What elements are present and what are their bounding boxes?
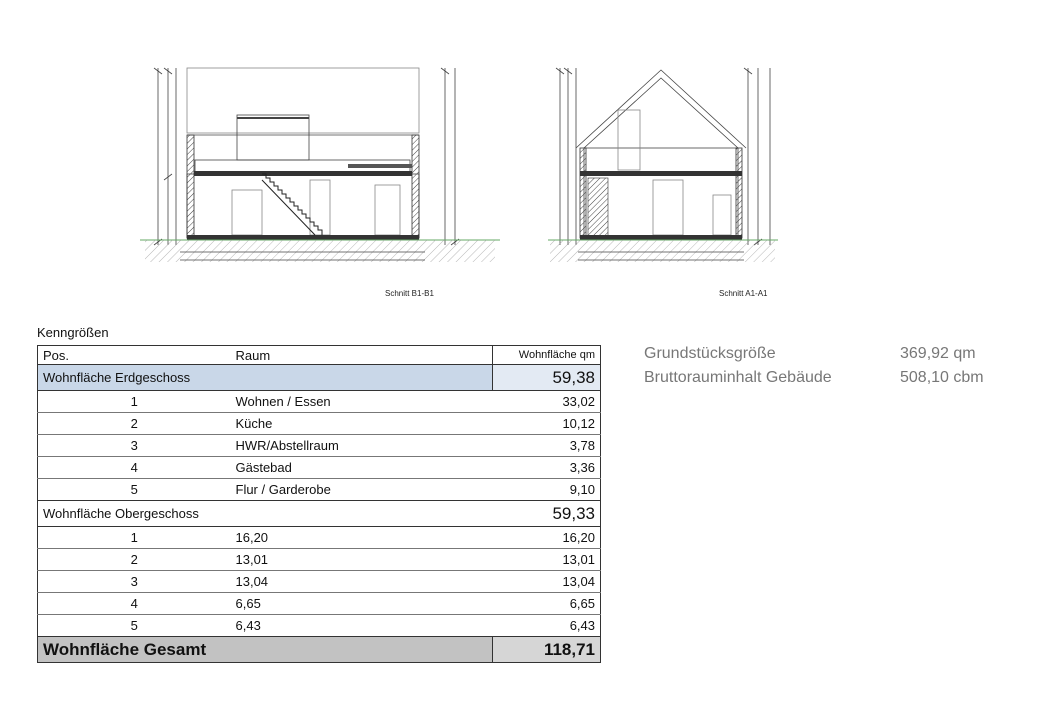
row-flaeche: 3,78 — [493, 435, 601, 457]
table-header-row — [38, 346, 601, 365]
erdgeschoss-label: Wohnfläche Erdgeschoss — [38, 365, 493, 391]
row-pos: 2 — [38, 413, 231, 435]
table-row — [38, 549, 601, 571]
row-raum: Küche — [231, 413, 493, 435]
row-flaeche: 13,01 — [493, 549, 601, 571]
row-raum: HWR/Abstellraum — [231, 435, 493, 457]
section-drawing-b1-b1 — [140, 60, 520, 275]
erdgeschoss-total: 59,38 — [493, 365, 601, 391]
gesamt-value: 118,71 — [493, 637, 601, 663]
section-row-erdgeschoss — [38, 365, 601, 391]
table-row — [38, 457, 601, 479]
kenngroessen-title: Kenngrößen — [37, 325, 109, 340]
table-row — [38, 527, 601, 549]
row-flaeche: 13,04 — [493, 571, 601, 593]
section-row-obergeschoss — [38, 501, 601, 527]
row-raum: 13,01 — [231, 549, 493, 571]
row-flaeche: 33,02 — [493, 391, 601, 413]
table-row — [38, 479, 601, 501]
row-raum: 6,65 — [231, 593, 493, 615]
row-raum: Wohnen / Essen — [231, 391, 493, 413]
total-row — [38, 637, 601, 663]
grundstuecksgroesse-label: Grundstücksgröße — [644, 345, 776, 362]
grundstuecksgroesse-value: 369,92 qm — [900, 345, 976, 362]
section-a1-a1-caption: Schnitt A1-A1 — [719, 289, 768, 298]
table-row — [38, 571, 601, 593]
row-flaeche: 6,43 — [569, 618, 595, 633]
table-row — [38, 615, 601, 637]
row-pos: 4 — [38, 457, 231, 479]
row-raum: 6,43 — [235, 618, 261, 633]
kenngroessen-table — [37, 345, 601, 663]
row-flaeche: 16,20 — [493, 527, 601, 549]
section-drawing-a1-a1 — [548, 60, 783, 275]
row-raum: Flur / Garderobe — [235, 482, 331, 497]
bruttorauminhalt-label: Bruttorauminhalt Gebäude — [644, 369, 832, 386]
row-flaeche: 6,65 — [493, 593, 601, 615]
obergeschoss-label: Wohnfläche Obergeschoss — [38, 501, 493, 527]
section-b1-b1-caption: Schnitt B1-B1 — [385, 289, 434, 298]
gesamt-label: Wohnfläche Gesamt — [38, 637, 493, 663]
row-pos: 1 — [38, 391, 231, 413]
row-raum: 13,04 — [231, 571, 493, 593]
row-pos: 5 — [130, 618, 138, 633]
table-row — [38, 413, 601, 435]
row-pos: 3 — [38, 435, 231, 457]
row-raum: Gästebad — [231, 457, 493, 479]
table-row — [38, 435, 601, 457]
table-row — [38, 391, 601, 413]
row-pos: 2 — [38, 549, 231, 571]
row-pos: 4 — [38, 593, 231, 615]
row-pos: 5 — [130, 482, 138, 497]
bruttorauminhalt-value: 508,10 cbm — [900, 369, 984, 386]
row-flaeche: 3,36 — [493, 457, 601, 479]
row-pos: 3 — [38, 571, 231, 593]
row-pos: 1 — [38, 527, 231, 549]
header-raum: Raum — [231, 346, 493, 365]
obergeschoss-total: 59,33 — [493, 501, 601, 527]
row-raum: 16,20 — [231, 527, 493, 549]
header-pos: Pos. — [38, 346, 231, 365]
row-flaeche: 9,10 — [569, 482, 595, 497]
table-row — [38, 593, 601, 615]
row-flaeche: 10,12 — [493, 413, 601, 435]
header-wohnflaeche: Wohnfläche qm — [493, 346, 601, 365]
